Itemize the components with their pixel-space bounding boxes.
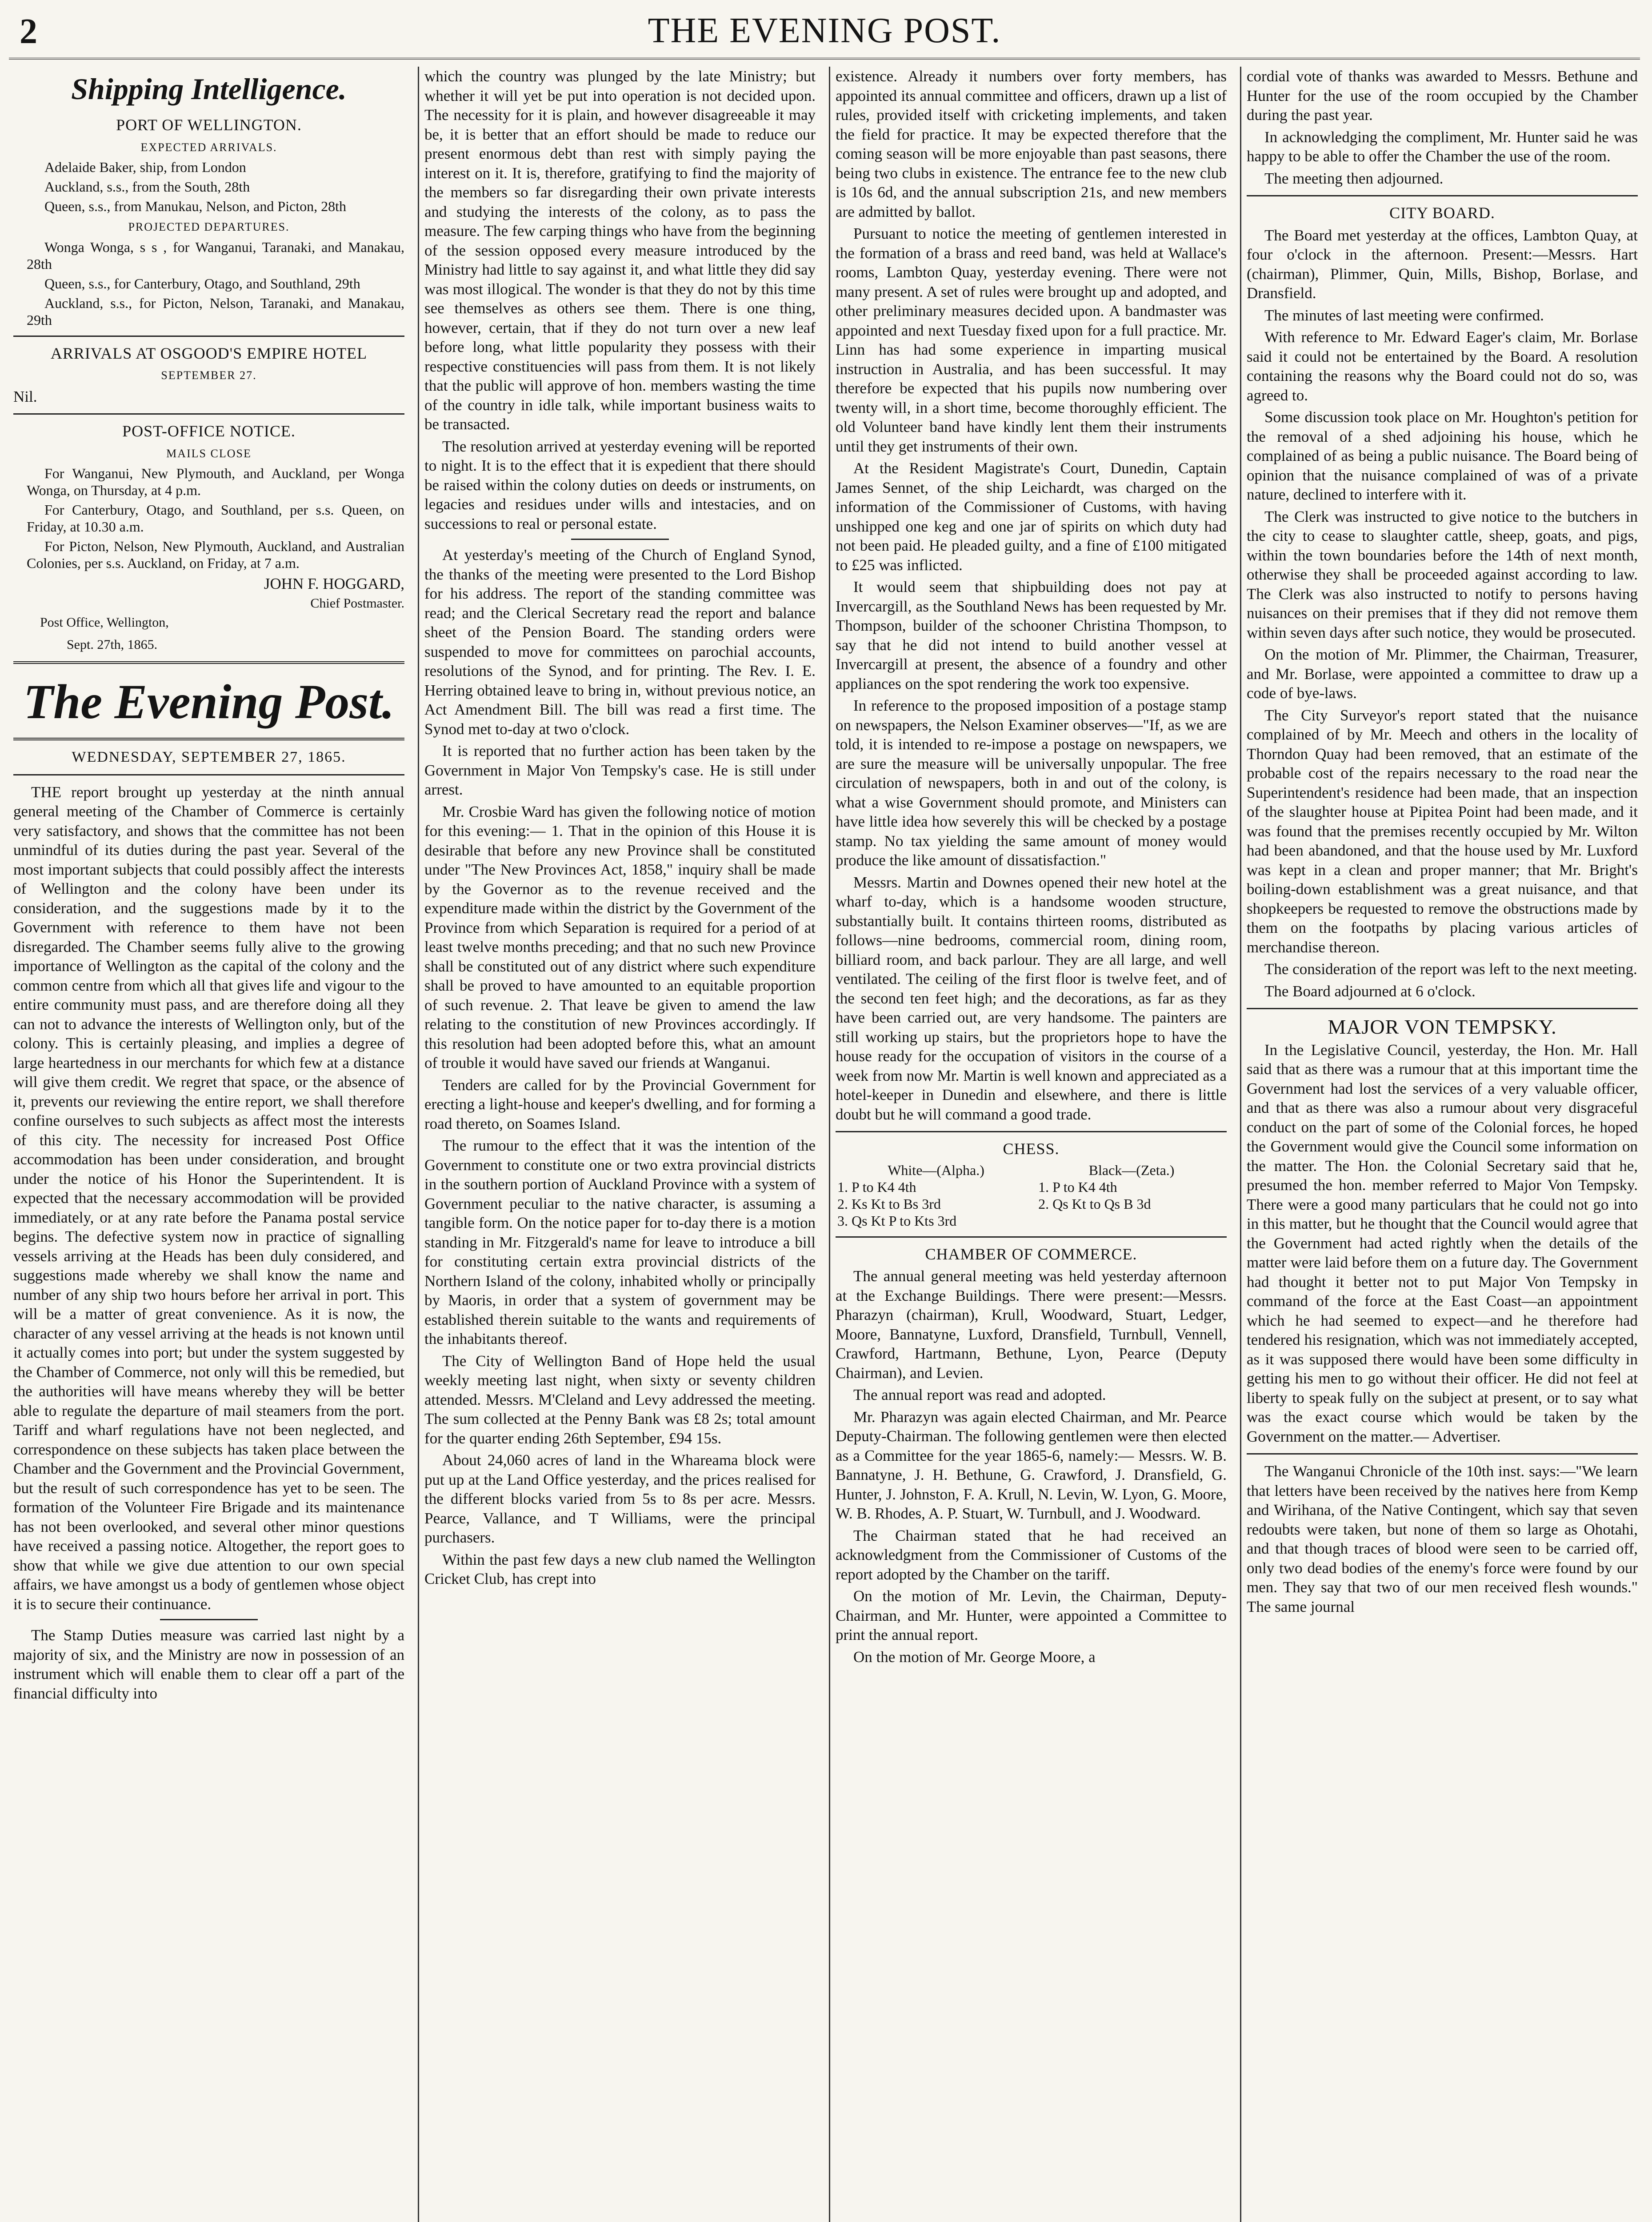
editorial-paragraph: The Stamp Duties measure was carried last night by a majority of six, and the Ministry are now in possession of an instrument which will enable them to clear off a part of the financial difficulty into <box>13 1627 404 1702</box>
divider <box>13 336 404 337</box>
projected-label: PROJECTED DEPARTURES. <box>128 220 290 233</box>
post-office-date: Sept. 27th, 1865. <box>67 637 158 652</box>
divider <box>13 774 404 775</box>
column-1 <box>13 67 404 2222</box>
article-paragraph: existence. Already it numbers over forty members, has appointed its annual committee and officers, drawn up a list of rules, provided itself with cricketing implements, and taken the field for practice. It may be expected therefore that the coming season will be more enjoyable than past seasons, there being two clubs in existence. The entrance fee to the new club is 10s 6d, and the annual subscription 21s, and new members are admitted by ballot. <box>836 68 1227 220</box>
tempsky-heading: MAJOR VON TEMPSKY. <box>1328 1015 1557 1038</box>
chess-move-row <box>836 1179 1227 1195</box>
column-4 <box>1247 67 1638 2222</box>
divider <box>836 1131 1227 1132</box>
article-paragraph: Mr. Pharazyn was again elected Chairman, and Mr. Pearce Deputy-Chairman. The following gentlemen were then elected as a Committee for the year 1865-6, namely:— Messrs. W. B. Bannatyne, J. H. Bethune, G. Crawford, J. Dransfield, G. Hunter, J. Johnston, F. A. Krull, N. Levin, W. Lyon, G. Moore, W. B. Rhodes, A. P. Stuart, W. Turnbull, and J. Woodward. <box>836 1408 1227 1522</box>
masthead <box>9 9 1640 60</box>
article-paragraph: On the motion of Mr. Plimmer, the Chairman, Treasurer, and Mr. Borlase, were appointed a committee to draw up a code of bye-laws. <box>1247 646 1638 702</box>
column-rule <box>418 67 419 2222</box>
article-paragraph: cordial vote of thanks was awarded to Messrs. Bethune and Hunter for the use of the room occupied by the Chamber during the past year. <box>1247 68 1638 124</box>
article-paragraph: In the Legislative Council, yesterday, the Hon. Mr. Hall said that as there was a rumour that at this important time the Government had lost the services of a very valuable officer, and that as there was also a rumour about very disgraceful conduct on the part of some of the Colonial forces, he hoped the Government would give the Council some information on the matter. The Hon. the Colonial Secretary said that he, presumed the hon. member referred to Major Von Tempsky. There were a good many particulars that he could not go into in this matter, but he thought that the Council would agree that the Government had acted rightly when the details of the matter were laid before them on a future day. The Government had thought it better not to put Major Von Tempsky in command of the force at the East Coast—an appointment which he had seemed to expect—and he therefore had tendered his resignation, which was not immediately accepted, as it was supposed there would have been some difficulty in getting his men to go without their officer. He did not feel at liberty to speak fully on the subject at present, or to say what was the exact course which would be taken by the Government on the matter.— Advertiser. <box>1247 1041 1638 1445</box>
divider <box>13 738 404 740</box>
article-paragraph: The Board adjourned at 6 o'clock. <box>1264 982 1476 1000</box>
dateline: WEDNESDAY, SEPTEMBER 27, 1865. <box>72 749 346 765</box>
column-3 <box>836 67 1227 2222</box>
divider <box>836 1236 1227 1238</box>
article-paragraph: The Clerk was instructed to give notice to the butchers in the city to cease to slaughter cattle, sheep, goats, and pigs, within the town boundaries before the 14th of next month, otherwise they shall be proceeded against according to law. The Clerk was also instructed to notify to persons having nuisances on their premises that if they did not remove them within seven days after such notice, they would be prosecuted. <box>1247 508 1638 641</box>
article-paragraph: Tenders are called for by the Provincial Government for erecting a light-house and keeper's dwelling, and for forming a road thereto, on Soames Island. <box>424 1076 816 1132</box>
mail-notice: For Picton, Nelson, New Plymouth, Auckland, and Australian Colonies, per s.s. Auckland, on Friday, at 7 a.m. <box>27 538 404 571</box>
article-paragraph: On the motion of Mr. Levin, the Chairman, Deputy-Chairman, and Mr. Hunter, were appointed a Committee to print the annual report. <box>836 1587 1227 1643</box>
projected-departure: Wonga Wonga, s s , for Wanganui, Taranaki, and Manakau, 28th <box>27 239 404 272</box>
article-paragraph: The Chairman stated that he had received an acknowledgment from the Commissioner of Customs of the report adopted by the Chamber on the tariff. <box>836 1527 1227 1583</box>
divider <box>13 413 404 415</box>
chess-black-move: 2. Qs Kt to Qs B 3d <box>1038 1195 1151 1212</box>
page-number: 2 <box>20 12 37 51</box>
column-rule <box>1240 67 1241 2222</box>
article-paragraph: The minutes of last meeting were confirmed. <box>1264 306 1544 324</box>
mail-notice: For Canterbury, Otago, and Southland, per s.s. Queen, on Friday, at 10.30 a.m. <box>27 502 404 535</box>
article-paragraph: With reference to Mr. Edward Eager's claim, Mr. Borlase said it could not be entertained by the Board. A resolution containing the reasons why the Board could not do so, was agreed to. <box>1247 328 1638 404</box>
article-paragraph: Messrs. Martin and Downes opened their new hotel at the wharf to-day, which is a handsome wooden structure, substantially built. It contains thirteen rooms, distributed as follows—nine bedrooms, commercial room, dining room, billiard room, and back parlour. They are all large, and well ventilated. The ceiling of the first floor is twelve feet, and of the second ten feet high; and the decorations, as far as they have been carried out, are very handsome. The painters are still working up stairs, but the proprietors hope to have the house ready for the occupation of visitors in the course of a week from now Mr. Martin is well known and appreciated as a hotel-keeper in Dunedin and elsewhere, and there is little doubt but he will command a good trade. <box>836 873 1227 1123</box>
divider <box>1247 1008 1638 1009</box>
article-paragraph: The resolution arrived at yesterday evening will be reported to night. It is to the effect that it is expedient that there should be raised within the colony duties on deeds or instruments, on legacies and residues under wills and intestacies, and on successions to real or personal estate. <box>424 437 816 532</box>
column-rule <box>829 67 830 2222</box>
divider <box>1247 195 1638 196</box>
divider <box>13 661 404 664</box>
mails-close-label: MAILS CLOSE <box>166 447 252 460</box>
divider <box>1247 1453 1638 1455</box>
expected-label: EXPECTED ARRIVALS. <box>140 140 277 154</box>
chess-white-label: White—(Alpha.) <box>888 1162 984 1178</box>
evening-post-title: The Evening Post. <box>23 675 395 729</box>
chess-move-row <box>836 1212 1227 1229</box>
article-paragraph: The rumour to the effect that it was the intention of the Government to constitute one or two extra provincial districts in the southern portion of Auckland Province with a system of Government peculiar to the native character, is assuming a tangible form. On the notice paper for to-day there is a motion standing in Mr. Fitzgerald's name for leave to introduce a bill for constituting certain extra provincial districts of the Northern Island of the colony, inhabited wholly or principally by Maoris, in order that a system of government may be established therein suitable to the wants and requirements of the inhabitants thereof. <box>424 1137 816 1347</box>
paper-name: THE EVENING POST. <box>648 11 1001 50</box>
arrivals-nil: Nil. <box>13 388 37 405</box>
article-paragraph: The City Surveyor's report stated that the nuisance complained of by Mr. Meech and others in the locality of Thorndon Quay had been removed, that an estimate of the probable cost of the repairs necessary to the road near the Superintendent's residence had been made, that an inspection of the slaughter house at Pipitea Point had been made, and it was found that the premises recently occupied by Mr. Wilton had been abandoned, and that the house used by Mr. Luxford was kept in a clean and proper manner; that Mr. Bright's boiling-down establishment was a great nuisance, and that shopkeepers be requested to remove the obstructions made by them on the footpaths by placing various articles of merchandise thereon. <box>1247 706 1638 956</box>
expected-arrival: Queen, s.s., from Manukau, Nelson, and Picton, 28th <box>44 198 347 214</box>
arrivals-date: SEPTEMBER 27. <box>161 369 257 382</box>
signatory: JOHN F. HOGGARD, <box>264 575 404 592</box>
chess-white-move: 3. Qs Kt P to Kts 3rd <box>837 1212 957 1229</box>
article-paragraph: Within the past few days a new club named the Wellington Cricket Club, has crept into <box>424 1551 816 1587</box>
article-paragraph: In reference to the proposed imposition of a postage stamp on newspapers, the Nelson Examiner observes—"If, as we are told, it is intended to re-impose a postage on newspapers, we are sure the measure will be universally unpopular. The free circulation of newspapers, both in and out of the colony, is what a wise Government should promote, and Ministers can have little idea how severely this will be checked by a postage stamp. No tax yielding the same amount of money would produce the like amount of dissatisfaction." <box>836 697 1227 869</box>
editorial-paragraph: THE report brought up yesterday at the ninth annual general meeting of the Chamber of Commerce is certainly very satisfactory, and shows that the committee has not been unmindful of its duties during the past year. Several of the most important subjects that could possibly affect the interests of Wellington and the colony have been under its consideration, and the suggestions made by it to the Government with reference to them have not been disregarded. The Chamber seems fully alive to the growing importance of Wellington as the capital of the colony and the common centre from which all that gives life and vigour to the entire community must pass, and are therefore doing all they can not to advance the interests of Wellington only, but of the colony. This is certainly pleasing, and implies a degree of large heartedness in our merchants for which few at a distance will give them credit. We regret that space, or the absence of it, prevents our reviewing the entire report, we shall therefore confine ourselves to such subjects as affect most the interests of this city. The necessity for increased Post Office accommodation has been under consideration, and brought under the notice of his Honor the Superintendent. It is expected that the necessary accommodation will be provided immediately, or at any rate before the Panama postal service begins. The defective system now in practice of signalling vessels arriving at the Heads has been duly considered, and suggestions made whereby we shall know the name and number of any ship two hours before her arrival in port. This will be a matter of great convenience. As it is now, the character of any vessel arriving at the heads is not known until it actually comes into port; but under the system suggested by the Chamber of Commerce, not only will this be remedied, but the authorities will have means whereby they will be better able to regulate the departure of mail steamers from the port. Tariff and wharf regulations have not been neglected, and correspondence on these subjects has taken place between the Chamber and the Government and the Provincial Government, but the result of such correspondence has yet to be seen. The formation of the Volunteer Fire Brigade and its maintenance has not been overlooked, and several other minor questions have received a passing notice. Altogether, the report goes to show that while we give due attention to our own special affairs, we have amongst us a body of gentlemen whose object it is to secure their continuance. <box>13 783 404 1613</box>
article-paragraph: The meeting then adjourned. <box>1264 169 1444 187</box>
article-paragraph: The City of Wellington Band of Hope held the usual weekly meeting last night, when sixty or seventy children attended. Messrs. M'Cleland and Levy addressed the meeting. The sum collected at the Penny Bank was £8 2s; total amount for the quarter ending 26th September, £94 15s. <box>424 1352 816 1447</box>
article-paragraph: The annual report was read and adopted. <box>853 1386 1106 1403</box>
article-paragraph: which the country was plunged by the late Ministry; but whether it will yet be put into operation is not decided upon. The necessity for it is plain, and however disagreeable it may be, it is better that an effort should be made to reduce our present enormous debt than rest with simply paying the interest on it. It is, therefore, gratifying to find the majority of the members so far disregarding their own private interests and studying the interests of the colony, as to pass the measure. The few carping things who have from the beginning of the session opposed every measure introduced by the Ministry had little to say against it, and what little they did say was most illogical. The wonder is that they do not by this time see themselves as others see them. There is one thing, however, certain, that if they do not turn over a new leaf before long, what little popularity they possess with their respective constituencies will pass from them. It is not likely that the public will approve of hon. members wasting the time of the country in idle talk, while important business waits to be transacted. <box>424 68 816 433</box>
divider <box>160 1619 258 1620</box>
article-paragraph: The consideration of the report was left to the next meeting. <box>1264 960 1637 978</box>
article-paragraph: About 24,060 acres of land in the Whareama block were put up at the Land Office yesterday, and the prices realised for the different blocks varied from 5s to 8s per acre. Messrs. Pearce, Vallance, and T Williams, were the principal purchasers. <box>424 1451 816 1546</box>
article-paragraph: The Board met yesterday at the offices, Lambton Quay, at four o'clock in the afternoon. Present:—Messrs. Hart (chairman), Plimmer, Quin, Mills, Bishop, Borlase, and Dransfield. <box>1247 226 1638 302</box>
article-paragraph: At the Resident Magistrate's Court, Dunedin, Captain James Sennet, of the ship Leichardt, was charged on the information of the Commissioner of Customs, with having unshipped one keg and one jar of spirits on which duty had not been paid. He pleaded guilty, and a fine of £100 mitigated to £25 was inflicted. <box>836 460 1227 574</box>
city-board-heading: CITY BOARD. <box>1389 204 1495 222</box>
chess-black-move: 1. P to K4 4th <box>1038 1179 1117 1195</box>
signatory-title: Chief Postmaster. <box>310 595 404 611</box>
article-paragraph: At yesterday's meeting of the Church of England Synod, the thanks of the meeting were presented to the Lord Bishop for his address. The report of the standing committee was read; and the Clerical Secretary read the report and balance sheet of the Pension Board. The standing orders were suspended to move for committees on parochial accounts, resolutions of the Synod, and for printing. The Rev. I. E. Herring obtained leave to bring in, without previous notice, an Act Amendment Bill. The bill was read a first time. The Synod met to-day at two o'clock. <box>424 546 816 738</box>
article-paragraph: In acknowledging the compliment, Mr. Hunter said he was happy to be able to offer the Chamber the use of the room. <box>1247 128 1638 165</box>
post-office-heading: POST-OFFICE NOTICE. <box>122 422 296 440</box>
article-paragraph: Some discussion took place on Mr. Houghton's petition for the removal of a shed adjoining his house, which he complained of as being a public nuisance. The Board being of opinion that the nuisance complained of was of a private nature, declined to interfere with it. <box>1247 408 1638 503</box>
chess-heading: CHESS. <box>1003 1140 1060 1158</box>
post-office-place: Post Office, Wellington, <box>40 615 169 630</box>
port-heading: PORT OF WELLINGTON. <box>116 116 302 134</box>
article-paragraph: Mr. Crosbie Ward has given the following notice of motion for this evening:— 1. That in the opinion of this House it is desirable that before any new Province shall be constituted under "The New Provinces Act, 1858," inquiry shall be made by the Governor as to the revenue received and the expenditure made within the district by the Government of the Province from which Separation is required for a period of at least twelve months preceding; and that no such new Province shall be constituted out of any district where such expenditure shall be proved to have amounted to an equitable proportion of such revenue. 2. That leave be given to amend the law relating to the constitution of new Provinces accordingly. If this resolution had been adopted before this, what an amount of trouble it would have saved our friends at Wanganui. <box>424 803 816 1071</box>
shipping-header: Shipping Intelligence. <box>71 72 347 106</box>
chess-move-row <box>836 1195 1227 1212</box>
chess-table <box>836 1162 1227 1229</box>
article-paragraph: On the motion of Mr. George Moore, a <box>853 1648 1096 1666</box>
mail-notice: For Wanganui, New Plymouth, and Auckland, per Wonga Wonga, on Thursday, at 4 p.m. <box>27 465 404 498</box>
article-paragraph: It is reported that no further action has been taken by the Government in Major Von Tempsky's case. He is still under arrest. <box>424 742 816 798</box>
projected-departure: Auckland, s.s., for Picton, Nelson, Taranaki, and Manakau, 29th <box>27 295 404 328</box>
expected-arrival: Auckland, s.s., from the South, 28th <box>44 179 250 195</box>
chess-black-move <box>1036 1212 1227 1229</box>
divider <box>571 539 669 540</box>
column-2 <box>424 67 816 2222</box>
chess-white-move: 1. P to K4 4th <box>837 1179 916 1195</box>
chess-black-label: Black—(Zeta.) <box>1088 1162 1175 1178</box>
chamber-heading: CHAMBER OF COMMERCE. <box>925 1245 1137 1263</box>
projected-departure: Queen, s.s., for Canterbury, Otago, and Southland, 29th <box>44 275 360 292</box>
chess-header-row <box>836 1162 1227 1179</box>
expected-arrival: Adelaide Baker, ship, from London <box>44 159 246 175</box>
arrivals-hotel-heading: ARRIVALS AT OSGOOD'S EMPIRE HOTEL <box>50 344 368 362</box>
article-paragraph: The annual general meeting was held yesterday afternoon at the Exchange Buildings. There were present:—Messrs. Pharazyn (chairman), Krull, Woodward, Stuart, Ledger, Moore, Bannatyne, Luxford, Dransfield, Turnbull, Vennell, Crawford, Hartmann, Bethune, Lyon, Pearce (Deputy Chairman), and Levien. <box>836 1267 1227 1382</box>
article-paragraph: Pursuant to notice the meeting of gentlemen interested in the formation of a brass and reed band, was held at Wallace's rooms, Lambton Quay, yesterday evening. There were not many present. A set of rules were brought up and adopted, and other preliminary measures decided upon. A bandmaster was appointed and next Tuesday fixed upon for a full practice. Mr. Linn has had some experience in imparting musical instruction in Australia, and has been successful. It may therefore be expected that his pupils now numbering over twenty will, in a short time, become thoroughly efficient. The old Volunteer band have kindly lent them their instruments until they get instruments of their own. <box>836 225 1227 455</box>
article-paragraph: The Wanganui Chronicle of the 10th inst. says:—"We learn that letters have been received by the natives here from Kemp and Wirihana, of the Native Contingent, which say that seven redoubts were taken, but none of them so large as Ohotahi, and that though traces of blood were seen to be carried off, only two dead bodies of the enemy's force were found by our men. They say that two of our men received flesh wounds." The same journal <box>1247 1463 1638 1615</box>
article-paragraph: It would seem that shipbuilding does not pay at Invercargill, as the Southland News has been requested by Mr. Thompson, builder of the schooner Christina Thompson, to say that he did not intend to build another vessel at Invercargill at present, the absence of a foundry and other appliances on the spot rendering the work too expensive. <box>836 578 1227 692</box>
chess-white-move: 2. Ks Kt to Bs 3rd <box>837 1195 941 1212</box>
